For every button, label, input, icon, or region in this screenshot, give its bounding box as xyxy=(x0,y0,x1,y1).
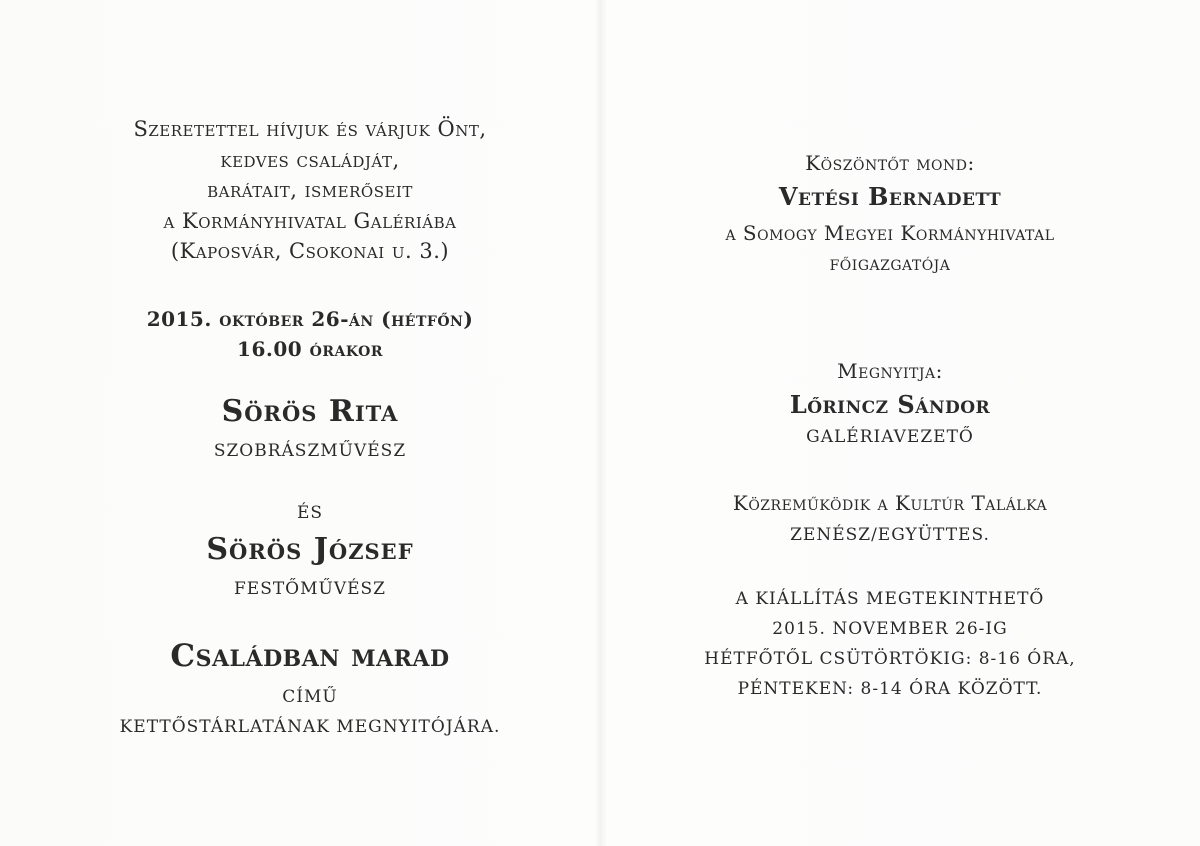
left-page xyxy=(40,0,580,846)
invite-line: (Kaposvár, Csokonai u. 3.) xyxy=(170,239,450,263)
music-line-2: ZENÉSZ/EGYÜTTES. xyxy=(790,525,990,545)
invite-line: Szeretettel hívjuk és várjuk Önt, xyxy=(133,117,487,141)
event-date xyxy=(40,304,580,364)
greeter-role-line: a Somogy Megyei Kormányhivatal xyxy=(725,221,1055,245)
viewing-line: PÉNTEKEN: 8-14 ÓRA KÖZÖTT. xyxy=(737,679,1043,699)
opener-name: Lőrincz Sándor xyxy=(789,390,991,419)
exhibition-title: Családban marad xyxy=(170,638,450,674)
greeting-label: Köszöntőt mond: xyxy=(805,151,975,175)
viewing-line: A KIÁLLÍTÁS MEGTEKINTHETŐ xyxy=(735,589,1045,609)
time-line: 16.00 órakor xyxy=(237,337,383,361)
artist1-role: SZOBRÁSZMŰVÉSZ xyxy=(213,441,407,461)
right-page xyxy=(620,0,1160,846)
artist1-name: Sörös Rita xyxy=(221,394,399,429)
date-line: 2015. október 26-án (hétfőn) xyxy=(146,307,474,331)
music-info xyxy=(620,488,1160,518)
opener-label: Megnyitja: xyxy=(837,359,943,383)
invite-line: kedves családját, xyxy=(220,147,400,172)
opener-role: GALÉRIAVEZETŐ xyxy=(806,427,974,447)
artist2-name: Sörös József xyxy=(206,532,414,567)
viewing-line: 2015. NOVEMBER 26-IG xyxy=(772,619,1008,639)
invite-line: barátait, ismerőseit xyxy=(207,178,413,202)
cimu-word: CÍMŰ xyxy=(282,687,338,707)
greeter-role xyxy=(620,218,1160,278)
opening-line: KETTŐSTÁRLATÁNAK MEGNYITÓJÁRA. xyxy=(119,717,501,737)
viewing-line: HÉTFŐTŐL CSÜTÖRTÖKIG: 8-16 ÓRA, xyxy=(704,649,1076,669)
invite-text xyxy=(40,114,580,267)
artist2-role: FESTŐMŰVÉSZ xyxy=(233,579,386,599)
greeter-name: Vetési Bernadett xyxy=(778,182,1002,211)
music-line: Közreműködik a Kultúr Találka xyxy=(732,491,1048,515)
greeter-role-line: főigazgatója xyxy=(829,251,951,275)
and-word: ÉS xyxy=(296,503,324,523)
invite-line: a Kormányhivatal Galériába xyxy=(163,208,457,233)
viewing-info xyxy=(620,584,1160,704)
